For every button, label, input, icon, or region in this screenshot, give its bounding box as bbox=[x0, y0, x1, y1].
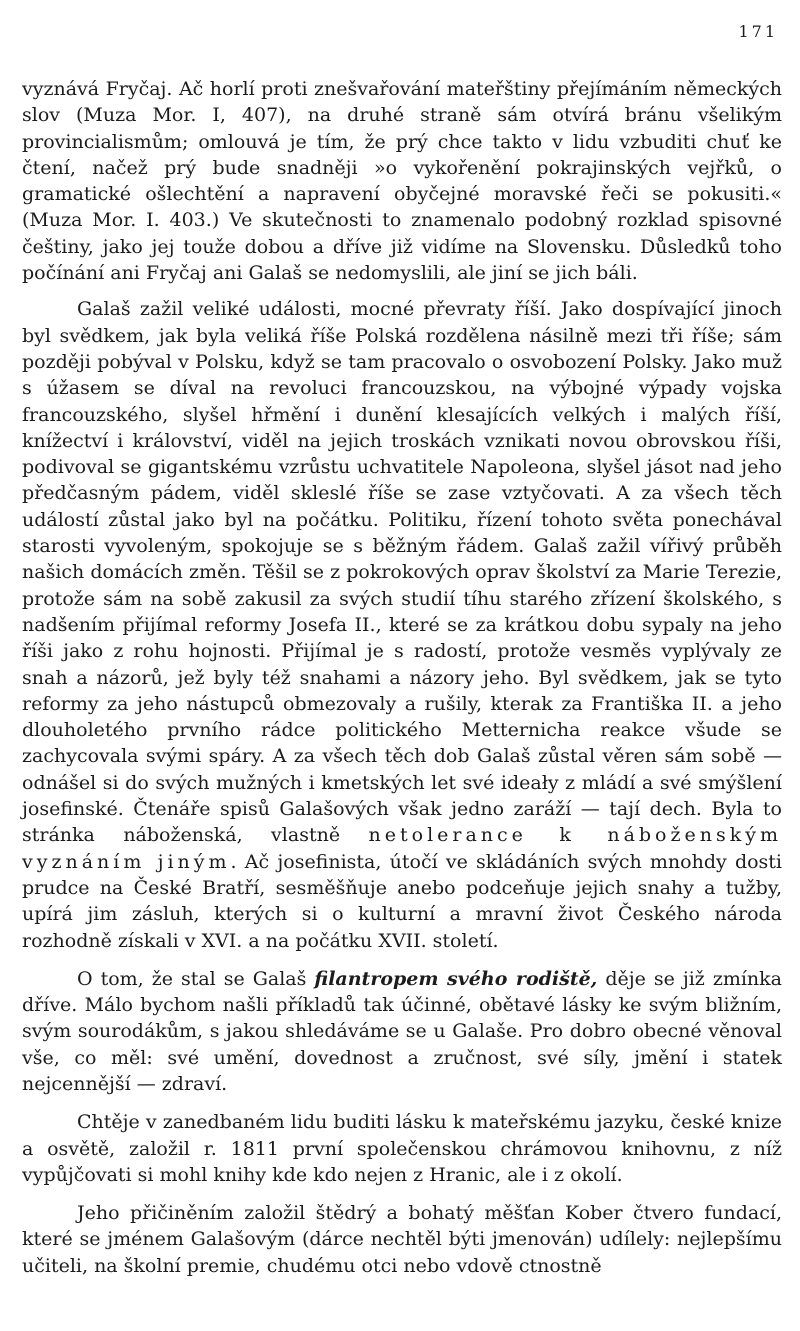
paragraph-4: Chtěje v zanedbaném lidu buditi lásku k mateřskému jazyku, české knize a osvětě, založil r. 1811 první společenskou chrámovou knihovnu, z níž vypůjčovati si mohl knihy kde kdo nejen z Hranic, ale i z okolí. bbox=[22, 1111, 782, 1186]
paragraph-2 bbox=[22, 296, 782, 953]
paragraph-2-text-b: . Ač josefinista, útočí ve skládáních svých mnohdy dosti prudce na České Bratří, sesměšňuje anebo podceňuje jejich snahy a tužby, upírá jim zásluh, kterých si o kulturní a mravní život Českého národa rozhodně získali v XVI. a na počátku XVII. století. bbox=[22, 850, 783, 952]
italic-phrase: filantropem svého rodiště, bbox=[314, 967, 598, 990]
body-text bbox=[22, 76, 782, 1279]
spaced-phrase: netolerance k náboženským vyznáním jiným bbox=[22, 824, 782, 873]
paragraph-3-text-b: děje se již zmínka dříve. Málo bychom našli příkladů tak účinné, obětavé lásky ke svým bližním, svým sourodákům, s jakou shledáváme se u Galaše. Pro dobro obecné věnoval vše, co měl: své umění, dovednost a zručnost, své síly, jmění i statek nejcennější — zdraví. bbox=[22, 967, 782, 1095]
paragraph-1: vyznává Fryčaj. Ač horlí proti znešvařování mateřštiny přejímáním německých slov (Muza Mor. I, 407), na druhé straně sám otvírá bránu všelikým provincialismům; omlouvá je tím, že prý chce takto v lidu vzbuditi chuť ke čtení, načež prý bude snadněji »o vykořenění pokrajinských vejřků, o gramatické ošlechtění a napravení obyčejné moravské řeči se pokusiti.« (Muza Mor. I. 403.) Ve skutečnosti to znamenalo podobný rozklad spisovné češtiny, jako jej touže dobou a dříve již vidíme na Slovensku. Důsledků toho počínání ani Fryčaj ani Galaš se nedomyslili, ale jiní se jich báli. bbox=[22, 78, 782, 285]
page-number: 171 bbox=[738, 22, 778, 41]
paragraph-2-text-a: Galaš zažil veliké události, mocné převraty říší. Jako dospívající jinoch byl svědkem, jak byla veliká říše Polská rozdělena násilně mezi tři říše; sám později pobýval v Polsku, když se tam pracovalo o osvobození Polsky. Jako muž s úžasem se díval na revoluci francouzskou, na výbojné výpady vojska francouzského, slyšel hřmění i dunění klesajících velkých i malých říší, knížectví i království, viděl na jejich troskách vznikati novou obrovskou říši, podivoval se gigantskému vzrůstu uchvatitele Napoleona, slyšel jásot nad jeho předčasným pádem, viděl skleslé říše se zase vztyčovati. A za všech těch událostí zůstal jako byl na počátku. Politiku, řízení tohoto světa ponechával starosti vyvoleným, spokojuje se s běžným řádem. Galaš zažil vířivý průběh našich domácích změn. Těšil se z pokrokových oprav školství za Marie Terezie, protože sám na sobě zakusil za svých studií tíhu starého zřízení školského, s nadšením přijímal reformy Josefa II., které se za krátkou dobu sypaly na jeho říši jako z rohu hojnosti. Přijímal je s radostí, protože vesměs vyplývaly ze snah a názorů, jež byly též snahami a názory jeho. Byl svědkem, jak se tyto reformy za jeho nástupců obmezovaly a rušily, kterak za Františka II. a jeho dlouholetého prvního rádce politického Metternicha reakce všude se zachycovala svými spáry. A za všech těch dob Galaš zůstal věren sám sobě — odnášel si do svých mužných i kmetských let své ideały z mládí a své smýšlení josefinské. Čtenáře spisů Galašových však jedno zaráží — tají dech. Byla to stránka náboženská, vlastně bbox=[22, 298, 782, 847]
paragraph-3-text-a: O tom, že stal se Galaš bbox=[77, 967, 307, 990]
paragraph-5: Jeho přičiněním založil štědrý a bohatý měšťan Kober čtvero fundací, které se jménem Galašovým (dárce nechtěl býti jmenován) udílely: nejlepšímu učiteli, na školní premie, chudému otci nebo vdově ctnostně bbox=[22, 1202, 782, 1277]
paragraph-3 bbox=[22, 966, 782, 1097]
